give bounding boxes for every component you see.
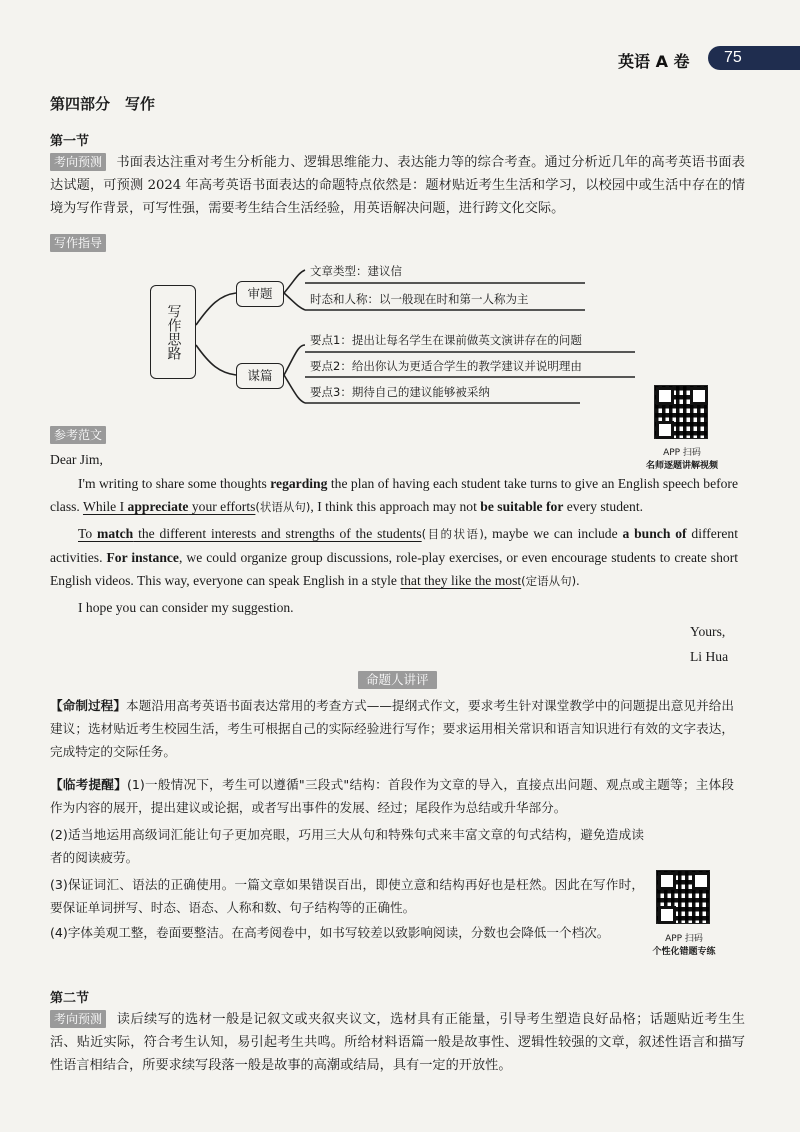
qr-code-1[interactable] xyxy=(654,385,710,441)
guide-label-wrap xyxy=(50,232,106,252)
part2-forecast xyxy=(50,1008,745,1077)
note-purpose-adverbial: (目的状语) xyxy=(421,527,484,541)
forecast-label: 考向预测 xyxy=(50,153,106,171)
qr2-caption-2: 个性化错题专练 xyxy=(652,947,716,957)
branch2-item-1: 要点1：提出让每名学生在课前做英文演讲存在的问题 xyxy=(310,333,582,347)
branch2-item-3: 要点3：期待自己的建议能够被采纳 xyxy=(310,385,490,399)
page-number: 75 xyxy=(724,49,742,66)
clause-underline-3: that they like the most xyxy=(400,573,522,588)
part1-heading: 第一节 xyxy=(50,134,90,149)
clause-underline-1: While I appreciate your efforts xyxy=(82,499,256,514)
forecast-text: 书面表达注重对考生分析能力、逻辑思维能力、表达能力等的综合考查。通过分析近几年的高考英语书面表达试题，可预测 2024 年高考英语书面表达的命题特点依然是：题材贴近考生生活和学习，以校园中或生活中存在的情境为写作背景，可写性强，需要考生结合生活经验，用英语解决问题，进行跨文化交际。 xyxy=(50,155,745,216)
part2-heading: 第二节 xyxy=(50,991,90,1006)
branch2-item-2: 要点2：给出你认为更适合学生的教学建议并说明理由 xyxy=(310,359,582,373)
letter-greeting: Dear Jim, xyxy=(50,452,103,467)
comment-item-3: (2)适当地运用高级词汇能让句子更加亮眼，巧用三大从句和特殊句式来丰富文章的句式结构，避免造成读者的阅读疲劳。 xyxy=(50,827,644,865)
branch1-item-2: 时态和人称：以一般现在时和第一人称为主 xyxy=(310,292,529,306)
qr1-caption-2: 名师逐题讲解视频 xyxy=(645,461,718,471)
sample-label-wrap xyxy=(50,424,106,444)
note-attributive-clause: (定语从句) xyxy=(521,574,577,588)
sample-label: 参考范文 xyxy=(50,426,106,444)
qr1-caption-1: APP 扫码 xyxy=(663,448,701,458)
book-title: 英语 A 卷 xyxy=(618,52,690,71)
comment-item-4: (3)保证词汇、语法的正确使用。一篇文章如果错误百出，即使立意和结构再好也是枉然。因此在写作时，要保证单词拼写、时态、语态、人称和数、句子结构等的正确性。 xyxy=(50,877,644,915)
part1-forecast xyxy=(50,151,745,220)
qr-code-2[interactable] xyxy=(656,870,712,926)
letter-closing: Yours, xyxy=(690,624,726,639)
forecast-label-2: 考向预测 xyxy=(50,1010,106,1028)
comment-item-5: (4)字体美观工整，卷面要整洁。在高考阅卷中，如书写较差以致影响阅读，分数也会降低一个档次。 xyxy=(50,925,610,940)
branch-structure: 谋篇 xyxy=(236,363,284,389)
letter-paragraph-2: To match the different interests and strengths of the students(目的状语), maybe we can include a bunch of different activities. For instance, we could organize group discussions, role-play exercises, or even encourage students to create short English videos. This way, everyone can speak English in a style that they like the most(定语从句). xyxy=(50,526,738,588)
clause-underline-2: To match the different interests and strengths of the students xyxy=(78,526,422,541)
guide-label: 写作指导 xyxy=(50,234,106,252)
note-adverbial-clause: (状语从句) xyxy=(255,500,311,514)
letter-signature: Li Hua xyxy=(690,649,729,664)
comment-label: 命题人讲评 xyxy=(358,671,437,689)
comment-item-1: 【命制过程】本题沿用高考英语书面表达常用的考查方式——提纲式作文，要求考生针对课堂教学中的问题提出意见并给出建议；选材贴近考生校园生活，考生可根据自己的实际经验进行写作；要求运用相关常识和语言知识进行有效的文字表达，完成特定的交际任务。 xyxy=(50,698,735,759)
page-number-tab xyxy=(708,46,800,70)
mind-map-root: 写作思路 xyxy=(150,285,196,379)
section-title: 第四部分 写作 xyxy=(50,95,156,113)
forecast-text-2: 读后续写的选材一般是记叙文或夹叙夹议文，选材具有正能量，引导考生塑造良好品格；话题贴近考生生活、贴近实际，符合考生认知，易引起考生共鸣。所给材料语篇一般是故事性、逻辑性较强的文章，叙述性语言和描写性语言相结合，所要求续写段落一般是故事的高潮或结局，具有一定的开放性。 xyxy=(50,1012,745,1073)
qr2-caption-1: APP 扫码 xyxy=(665,934,703,944)
branch1-item-1: 文章类型：建议信 xyxy=(310,264,402,278)
page-header xyxy=(610,44,800,74)
mind-map xyxy=(150,255,670,415)
branch-review: 审题 xyxy=(236,281,284,307)
comment-label-wrap xyxy=(358,669,437,689)
comment-item-2: 【临考提醒】(1)一般情况下，考生可以遵循"三段式"结构：首段作为文章的导入，直接点出问题、观点或主题等；主体段作为内容的展开，提出建议或论据，或者写出事件的发展、经过；尾段作为总结或升华部分。 xyxy=(50,777,734,815)
letter-paragraph-1: I'm writing to share some thoughts regarding the plan of having each student take turns to give an English speech before class. While I appreciate your efforts(状语从句), I think this approach may not be suitable for every student. xyxy=(50,476,738,514)
letter-paragraph-3: I hope you can consider my suggestion. xyxy=(78,600,294,615)
